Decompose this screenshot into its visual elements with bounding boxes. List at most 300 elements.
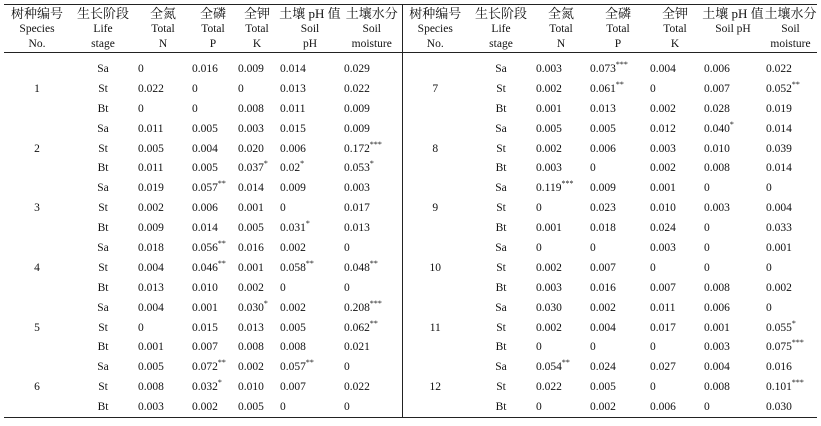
soil-moisture-cell: 0 xyxy=(342,238,402,258)
soil-ph-cell: 0 xyxy=(702,397,764,417)
significance-marker: ** xyxy=(369,258,378,268)
significance-marker: * xyxy=(791,318,796,328)
table-row xyxy=(4,158,817,178)
stage-cell: St xyxy=(98,261,108,274)
stage-cell: St xyxy=(496,82,506,95)
total-n-cell: 0.005 xyxy=(138,361,164,374)
soil-moisture-cell: 0.019 xyxy=(766,102,792,115)
header-total-n-right: 全氮 Total N xyxy=(534,5,588,53)
total-k-cell: 0 xyxy=(650,381,656,394)
significance-marker: *** xyxy=(369,298,382,308)
total-n-cell: 0.054** xyxy=(536,358,570,374)
soil-ph-cell: 0.006 xyxy=(280,142,306,155)
total-k-cell: 0 xyxy=(650,341,656,354)
species-cell: 3 xyxy=(34,202,40,215)
total-n-cell: 0.002 xyxy=(536,142,562,155)
total-k-cell: 0.005 xyxy=(236,397,278,417)
soil-ph-cell: 0.006 xyxy=(704,62,730,75)
total-p-cell: 0 xyxy=(590,341,596,354)
soil-ph-cell: 0.011 xyxy=(280,102,306,115)
total-n-cell: 0.119*** xyxy=(536,179,574,195)
total-p-cell: 0 xyxy=(590,162,596,175)
total-n-cell: 0.013 xyxy=(138,281,164,294)
species-cell xyxy=(402,119,468,139)
stage-cell: Sa xyxy=(495,122,507,135)
total-n-cell: 0.030 xyxy=(536,301,562,314)
soil-moisture-cell: 0.009 xyxy=(342,99,402,119)
table-row xyxy=(4,79,817,99)
header-species-left: 树种编号 Species No. xyxy=(4,5,70,53)
stage-cell: St xyxy=(496,202,506,215)
species-cell xyxy=(4,99,70,119)
header-row xyxy=(4,5,817,53)
total-p-cell: 0.061** xyxy=(590,79,624,95)
significance-marker: ** xyxy=(791,79,800,89)
species-cell xyxy=(402,99,468,119)
species-cell xyxy=(4,397,70,417)
stage-cell: Sa xyxy=(97,301,109,314)
header-total-k-left: 全钾 Total K xyxy=(236,5,278,53)
total-k-cell: 0.002 xyxy=(650,162,676,175)
soil-moisture-cell: 0.017 xyxy=(342,198,402,218)
significance-marker: * xyxy=(729,119,734,129)
significance-marker: *** xyxy=(615,59,628,69)
species-cell xyxy=(4,278,70,298)
stage-cell: Sa xyxy=(495,301,507,314)
total-p-cell: 0.006 xyxy=(590,142,616,155)
table-row xyxy=(4,298,817,318)
species-cell: 6 xyxy=(34,381,40,394)
total-p-cell: 0.016 xyxy=(192,62,218,75)
stage-cell: St xyxy=(496,261,506,274)
table-row xyxy=(4,238,817,258)
total-n-cell: 0.003 xyxy=(136,397,190,417)
total-k-cell: 0.001 xyxy=(238,202,264,215)
soil-ph-cell: 0.02* xyxy=(280,159,305,175)
stage-cell: Sa xyxy=(495,361,507,374)
soil-ph-cell: 0 xyxy=(280,281,286,294)
significance-marker: * xyxy=(263,298,268,308)
species-cell: 4 xyxy=(34,261,40,274)
soil-moisture-cell: 0 xyxy=(342,357,402,377)
total-n-cell: 0 xyxy=(536,202,542,215)
species-cell xyxy=(402,53,468,79)
total-k-cell: 0.011 xyxy=(650,301,676,314)
total-k-cell: 0.002 xyxy=(238,361,264,374)
total-p-cell: 0.014 xyxy=(192,222,218,235)
significance-marker: *** xyxy=(561,179,574,189)
total-n-cell: 0.002 xyxy=(536,82,562,95)
soil-ph-cell: 0 xyxy=(278,397,342,417)
header-total-k-right: 全钾 Total K xyxy=(648,5,702,53)
total-n-cell: 0.002 xyxy=(536,321,562,334)
significance-marker: ** xyxy=(615,79,624,89)
species-cell: 5 xyxy=(34,321,40,334)
stage-cell: Sa xyxy=(97,182,109,195)
stage-cell: Sa xyxy=(97,122,109,135)
total-p-cell: 0.009 xyxy=(590,182,616,195)
total-p-cell: 0.023 xyxy=(590,202,616,215)
species-cell xyxy=(4,238,70,258)
soil-moisture-cell: 0.048** xyxy=(342,258,402,278)
total-p-cell: 0.004 xyxy=(192,142,218,155)
table-row xyxy=(4,318,817,338)
total-p-cell: 0.056** xyxy=(192,238,226,254)
stage-cell: Bt xyxy=(495,162,507,175)
soil-ph-cell: 0.005 xyxy=(280,321,306,334)
stage-cell: St xyxy=(98,381,108,394)
total-k-cell: 0 xyxy=(650,261,656,274)
soil-ph-cell: 0.031* xyxy=(280,219,310,235)
total-p-cell: 0 xyxy=(192,82,198,95)
total-k-cell: 0.004 xyxy=(650,62,676,75)
header-soil-moisture-right: 土壤水分 Soil moisture xyxy=(764,5,817,53)
species-cell: 8 xyxy=(432,142,439,155)
significance-marker: ** xyxy=(305,258,314,268)
total-n-cell: 0.005 xyxy=(138,142,164,155)
soil-ph-cell: 0.004 xyxy=(704,361,730,374)
total-k-cell: 0.017 xyxy=(650,321,676,334)
total-p-cell: 0.018 xyxy=(590,222,616,235)
soil-moisture-cell: 0.004 xyxy=(766,202,792,215)
species-cell xyxy=(4,119,70,139)
total-p-cell: 0.007 xyxy=(590,261,616,274)
total-n-cell: 0.022 xyxy=(536,381,562,394)
total-k-cell: 0.010 xyxy=(650,202,676,215)
stage-cell: Bt xyxy=(97,102,109,115)
table-row xyxy=(4,99,817,119)
stage-cell: Sa xyxy=(97,241,109,254)
total-p-cell: 0 xyxy=(590,241,596,254)
total-n-cell: 0.011 xyxy=(138,122,164,135)
soil-moisture-cell: 0.014 xyxy=(766,162,792,175)
species-cell xyxy=(4,158,70,178)
soil-ph-cell: 0.058** xyxy=(280,258,314,274)
stage-cell: Bt xyxy=(468,397,534,417)
stage-cell: St xyxy=(98,321,108,334)
total-n-cell: 0.005 xyxy=(536,122,562,135)
total-p-cell: 0.072** xyxy=(192,358,226,374)
total-p-cell: 0.005 xyxy=(192,162,218,175)
species-cell: 10 xyxy=(429,261,441,274)
total-k-cell: 0.013 xyxy=(238,321,264,334)
total-k-cell: 0.010 xyxy=(238,381,264,394)
total-k-cell: 0.008 xyxy=(238,341,264,354)
table-row xyxy=(4,377,817,397)
total-p-cell: 0.007 xyxy=(192,341,218,354)
soil-moisture-cell: 0.001 xyxy=(766,241,792,254)
soil-moisture-cell: 0 xyxy=(766,261,772,274)
total-k-cell: 0 xyxy=(238,82,244,95)
soil-moisture-cell: 0.022 xyxy=(342,79,402,99)
total-k-cell: 0.008 xyxy=(238,102,264,115)
table-row xyxy=(4,337,817,357)
soil-ph-cell: 0.006 xyxy=(704,301,730,314)
soil-ph-cell: 0.007 xyxy=(704,82,730,95)
significance-marker: ** xyxy=(561,358,570,368)
table-row xyxy=(4,198,817,218)
species-cell xyxy=(402,218,468,238)
soil-ph-cell: 0.002 xyxy=(280,301,306,314)
significance-marker: ** xyxy=(217,179,226,189)
soil-ph-cell: 0.015 xyxy=(280,122,306,135)
total-p-cell: 0.016 xyxy=(590,281,616,294)
header-stage-right: 生长阶段 Life stage xyxy=(468,5,534,53)
header-soil-moisture-left: 土壤水分 Soil moisture xyxy=(342,5,402,53)
soil-moisture-cell: 0.003 xyxy=(342,178,402,198)
soil-ph-cell: 0.003 xyxy=(704,202,730,215)
total-n-cell: 0.001 xyxy=(536,102,562,115)
soil-ph-cell: 0.014 xyxy=(280,62,306,75)
total-p-cell: 0.006 xyxy=(192,202,218,215)
total-p-cell: 0 xyxy=(192,102,198,115)
total-p-cell: 0.005 xyxy=(590,381,616,394)
soil-ph-cell: 0 xyxy=(704,261,710,274)
species-cell xyxy=(402,278,468,298)
total-n-cell: 0 xyxy=(536,341,542,354)
soil-moisture-cell: 0.172*** xyxy=(342,139,402,159)
correlation-table xyxy=(4,4,817,418)
total-n-cell: 0.004 xyxy=(138,261,164,274)
total-p-cell: 0.005 xyxy=(590,122,616,135)
total-k-cell: 0.030* xyxy=(238,298,268,314)
soil-moisture-cell: 0.055* xyxy=(766,318,796,334)
total-n-cell: 0.004 xyxy=(138,301,164,314)
total-k-cell: 0 xyxy=(650,82,656,95)
soil-moisture-cell: 0.016 xyxy=(766,361,792,374)
stage-cell: Bt xyxy=(495,102,507,115)
soil-ph-cell: 0.009 xyxy=(280,182,306,195)
stage-cell: Sa xyxy=(97,62,109,75)
significance-marker: *** xyxy=(369,139,382,149)
stage-cell: St xyxy=(496,381,506,394)
total-p-cell: 0.032* xyxy=(192,378,222,394)
stage-cell: Bt xyxy=(97,281,109,294)
stage-cell: Bt xyxy=(495,281,507,294)
total-p-cell: 0.002 xyxy=(190,397,236,417)
table-row xyxy=(4,53,817,79)
total-k-cell: 0.037* xyxy=(238,159,268,175)
total-p-cell: 0.073*** xyxy=(590,59,628,75)
total-k-cell: 0.014 xyxy=(238,182,264,195)
stage-cell: Bt xyxy=(97,162,109,175)
header-species-right: 树种编号 Species No. xyxy=(402,5,468,53)
total-k-cell: 0.020 xyxy=(238,142,264,155)
total-p-cell: 0.046** xyxy=(192,258,226,274)
species-cell: 11 xyxy=(429,321,441,334)
significance-marker: * xyxy=(300,159,305,169)
significance-marker: * xyxy=(305,219,310,229)
total-p-cell: 0.057** xyxy=(192,179,226,195)
stage-cell: Sa xyxy=(97,361,109,374)
soil-ph-cell: 0.007 xyxy=(280,381,306,394)
total-k-cell: 0.003 xyxy=(650,241,676,254)
stage-cell: Bt xyxy=(97,341,109,354)
species-cell xyxy=(402,397,468,417)
total-n-cell: 0.003 xyxy=(536,62,562,75)
total-n-cell: 0.003 xyxy=(536,162,562,175)
species-cell: 2 xyxy=(34,142,40,155)
total-k-cell: 0.007 xyxy=(650,281,676,294)
soil-ph-cell: 0.028 xyxy=(704,102,730,115)
significance-marker: * xyxy=(217,378,222,388)
soil-moisture-cell: 0.029 xyxy=(342,53,402,79)
stage-cell: St xyxy=(98,202,108,215)
species-cell: 1 xyxy=(34,82,40,95)
table-row xyxy=(4,139,817,159)
soil-moisture-cell: 0.030 xyxy=(764,397,817,417)
soil-ph-cell: 0.001 xyxy=(704,321,730,334)
significance-marker: *** xyxy=(791,378,804,388)
table-body xyxy=(4,53,817,418)
stage-cell: Sa xyxy=(495,62,507,75)
total-p-cell: 0.015 xyxy=(192,321,218,334)
soil-ph-cell: 0.013 xyxy=(280,82,306,95)
total-p-cell: 0.002 xyxy=(590,301,616,314)
total-n-cell: 0.011 xyxy=(138,162,164,175)
soil-moisture-cell: 0 xyxy=(766,182,772,195)
significance-marker: ** xyxy=(217,238,226,248)
species-cell xyxy=(402,298,468,318)
soil-moisture-cell: 0.021 xyxy=(342,337,402,357)
total-n-cell: 0.022 xyxy=(138,82,164,95)
species-cell xyxy=(402,357,468,377)
soil-ph-cell: 0.057** xyxy=(280,358,314,374)
stage-cell: Bt xyxy=(97,222,109,235)
soil-ph-cell: 0 xyxy=(280,202,286,215)
table-header xyxy=(4,5,817,53)
species-cell xyxy=(402,178,468,198)
stage-cell: Sa xyxy=(495,241,507,254)
soil-ph-cell: 0.008 xyxy=(280,341,306,354)
soil-moisture-cell: 0.022 xyxy=(766,62,792,75)
table-row xyxy=(4,119,817,139)
total-n-cell: 0.001 xyxy=(536,222,562,235)
soil-ph-cell: 0.008 xyxy=(704,162,730,175)
total-n-cell: 0 xyxy=(138,62,144,75)
soil-moisture-cell: 0.002 xyxy=(766,281,792,294)
total-n-cell: 0.009 xyxy=(138,222,164,235)
significance-marker: ** xyxy=(369,318,378,328)
soil-moisture-cell: 0.014 xyxy=(766,122,792,135)
significance-marker: ** xyxy=(217,358,226,368)
soil-moisture-cell: 0.101*** xyxy=(766,378,804,394)
soil-moisture-cell: 0 xyxy=(342,278,402,298)
total-n-cell: 0.002 xyxy=(536,261,562,274)
species-cell: 9 xyxy=(432,202,439,215)
species-cell: 7 xyxy=(432,82,439,95)
soil-moisture-cell: 0.075*** xyxy=(766,338,804,354)
total-n-cell: 0 xyxy=(138,102,144,115)
stage-cell: Bt xyxy=(495,341,507,354)
total-k-cell: 0.002 xyxy=(238,281,264,294)
total-k-cell: 0.001 xyxy=(238,261,264,274)
stage-cell: St xyxy=(98,82,108,95)
total-p-cell: 0.010 xyxy=(192,281,218,294)
species-cell: 12 xyxy=(429,381,441,394)
soil-ph-cell: 0.003 xyxy=(704,341,730,354)
total-k-cell: 0.003 xyxy=(650,142,676,155)
species-cell xyxy=(4,178,70,198)
species-cell xyxy=(4,53,70,79)
table-row xyxy=(4,178,817,198)
total-n-cell: 0.003 xyxy=(536,281,562,294)
total-k-cell: 0.005 xyxy=(238,222,264,235)
total-k-cell: 0.001 xyxy=(650,182,676,195)
total-p-cell: 0.002 xyxy=(588,397,648,417)
total-n-cell: 0.018 xyxy=(138,241,164,254)
soil-moisture-cell: 0.062** xyxy=(342,318,402,338)
total-k-cell: 0.006 xyxy=(648,397,702,417)
header-soil-ph-right: 土壤 pH 值 Soil pH xyxy=(702,5,764,53)
species-cell xyxy=(4,337,70,357)
soil-ph-cell: 0.008 xyxy=(704,381,730,394)
total-k-cell: 0.002 xyxy=(650,102,676,115)
soil-moisture-cell: 0.052** xyxy=(766,79,800,95)
soil-ph-cell: 0.002 xyxy=(280,241,306,254)
total-n-cell: 0.001 xyxy=(138,341,164,354)
total-p-cell: 0.024 xyxy=(590,361,616,374)
total-n-cell: 0.008 xyxy=(138,381,164,394)
table-row xyxy=(4,278,817,298)
species-cell xyxy=(4,218,70,238)
significance-marker: *** xyxy=(791,338,804,348)
total-n-cell: 0.019 xyxy=(138,182,164,195)
total-k-cell: 0.016 xyxy=(238,241,264,254)
stage-cell: Bt xyxy=(70,397,136,417)
species-cell xyxy=(4,298,70,318)
stage-cell: St xyxy=(496,321,506,334)
soil-moisture-cell: 0.208*** xyxy=(342,298,402,318)
stage-cell: Sa xyxy=(495,182,507,195)
soil-moisture-cell: 0.013 xyxy=(342,218,402,238)
total-p-cell: 0.005 xyxy=(192,122,218,135)
soil-moisture-cell: 0.009 xyxy=(342,119,402,139)
soil-ph-cell: 0 xyxy=(704,241,710,254)
total-p-cell: 0.004 xyxy=(590,321,616,334)
total-k-cell: 0.024 xyxy=(650,222,676,235)
total-k-cell: 0.003 xyxy=(238,122,264,135)
significance-marker: ** xyxy=(305,358,314,368)
significance-marker: ** xyxy=(217,258,226,268)
significance-marker: * xyxy=(369,159,374,169)
species-cell xyxy=(4,357,70,377)
soil-ph-cell: 0.008 xyxy=(704,281,730,294)
table-row xyxy=(4,357,817,377)
soil-moisture-cell: 0.039 xyxy=(766,142,792,155)
soil-ph-cell: 0 xyxy=(704,222,710,235)
stage-cell: St xyxy=(496,142,506,155)
stage-cell: St xyxy=(98,142,108,155)
soil-moisture-cell: 0.022 xyxy=(342,377,402,397)
total-k-cell: 0.027 xyxy=(650,361,676,374)
total-n-cell: 0.002 xyxy=(138,202,164,215)
table-row xyxy=(4,258,817,278)
header-total-n-left: 全氮 Total N xyxy=(136,5,190,53)
stage-cell: Bt xyxy=(495,222,507,235)
species-cell xyxy=(402,158,468,178)
total-n-cell: 0 xyxy=(534,397,588,417)
total-k-cell: 0.012 xyxy=(650,122,676,135)
soil-moisture-cell: 0 xyxy=(342,397,402,417)
soil-moisture-cell: 0.053* xyxy=(342,158,402,178)
significance-marker: * xyxy=(263,159,268,169)
total-p-cell: 0.013 xyxy=(590,102,616,115)
total-n-cell: 0 xyxy=(536,241,542,254)
table-row xyxy=(4,397,817,417)
header-total-p-left: 全磷 Total P xyxy=(190,5,236,53)
soil-ph-cell: 0.040* xyxy=(704,119,734,135)
